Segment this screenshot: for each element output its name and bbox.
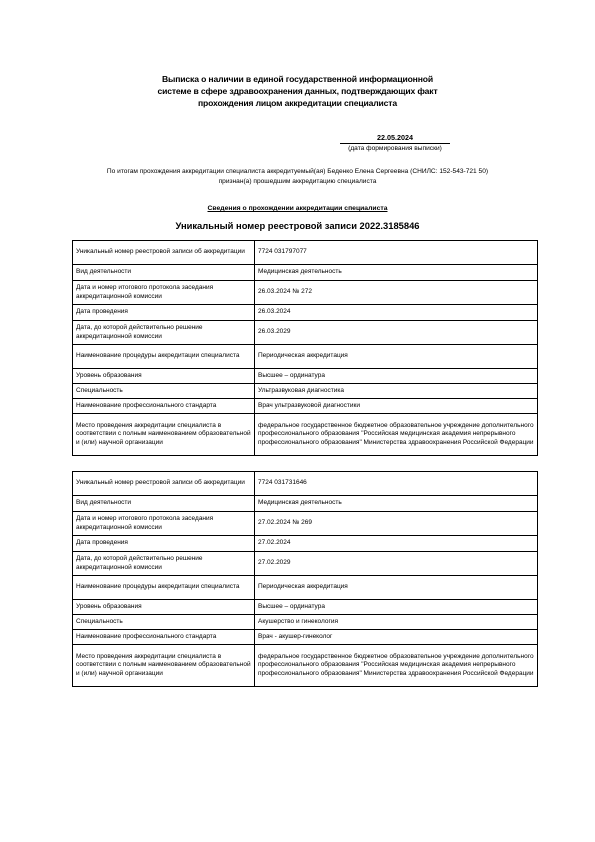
row-value: 26.03.2024 № 272	[255, 281, 538, 305]
row-value: 26.03.2024	[255, 305, 538, 321]
row-value: Периодическая аккредитация	[255, 576, 538, 600]
table-row	[73, 281, 538, 305]
row-label: Уникальный номер реестровой записи об аккредитации	[73, 472, 255, 496]
row-value: Высшее – ординатура	[255, 369, 538, 384]
document-title-line: системе в сфере здравоохранения данных, подтверждающих факт	[157, 86, 438, 96]
table-row	[73, 241, 538, 265]
row-value: 27.02.2029	[255, 552, 538, 576]
document-title-line: прохождения лицом аккредитации специалиста	[198, 98, 397, 108]
table-row	[73, 345, 538, 369]
row-label: Наименование профессионального стандарта	[73, 630, 255, 645]
table-row	[73, 645, 538, 687]
section-heading: Сведения о прохождении аккредитации специалиста	[207, 205, 388, 212]
row-label: Дата и номер итогового протокола заседания аккредитационной комиссии	[73, 512, 255, 536]
row-label: Уровень образования	[73, 369, 255, 384]
table-row	[73, 399, 538, 414]
extract-date-caption: (дата формирования выписки)	[348, 145, 442, 152]
table-row	[73, 321, 538, 345]
row-value: Врач ультразвуковой диагностики	[255, 399, 538, 414]
table-row	[73, 265, 538, 281]
table-row	[73, 512, 538, 536]
table-row	[73, 496, 538, 512]
row-value: Медицинская деятельность	[255, 496, 538, 512]
row-label: Наименование профессионального стандарта	[73, 399, 255, 414]
row-label: Место проведения аккредитации специалиста в соответствии с полным наименованием образовательной и (или) научной организации	[73, 414, 255, 456]
registry-number-heading: Уникальный номер реестровой записи 2022.3185846	[175, 220, 420, 231]
row-value: 27.02.2024 № 269	[255, 512, 538, 536]
table-row	[73, 615, 538, 630]
row-value: 26.03.2029	[255, 321, 538, 345]
extract-date-block	[340, 133, 450, 152]
row-value: Периодическая аккредитация	[255, 345, 538, 369]
table-row	[73, 600, 538, 615]
row-label: Дата проведения	[73, 536, 255, 552]
document-title-line: Выписка о наличии в единой государственной информационной	[162, 74, 433, 84]
document-title	[60, 73, 535, 109]
row-value: Врач - акушер-гинеколог	[255, 630, 538, 645]
row-label: Дата проведения	[73, 305, 255, 321]
row-value: 7724 031731646	[255, 472, 538, 496]
table-row	[73, 414, 538, 456]
row-value: Акушерство и гинекология	[255, 615, 538, 630]
table-row	[73, 536, 538, 552]
row-value: 27.02.2024	[255, 536, 538, 552]
table-row	[73, 369, 538, 384]
accreditation-record-table	[72, 240, 538, 456]
table-row	[73, 576, 538, 600]
row-value: Высшее – ординатура	[255, 600, 538, 615]
extract-date: 22.05.2024	[340, 133, 450, 144]
row-value: Медицинская деятельность	[255, 265, 538, 281]
intro-line: признан(а) прошедшим аккредитацию специалиста	[218, 177, 377, 185]
row-label: Вид деятельности	[73, 265, 255, 281]
row-label: Дата и номер итогового протокола заседания аккредитационной комиссии	[73, 281, 255, 305]
intro-paragraph	[40, 167, 555, 186]
row-label: Вид деятельности	[73, 496, 255, 512]
row-value: федеральное государственное бюджетное образовательное учреждение дополнительного профессионального образования "Российская медицинская академия непрерывного профессионального образования" Министерства здравоохранения Российской Федерации	[255, 645, 538, 687]
row-label: Наименование процедуры аккредитации специалиста	[73, 576, 255, 600]
accreditation-record-table	[72, 471, 538, 687]
table-row	[73, 384, 538, 399]
table-row	[73, 552, 538, 576]
row-label: Уникальный номер реестровой записи об аккредитации	[73, 241, 255, 265]
table-row	[73, 305, 538, 321]
table-row	[73, 472, 538, 496]
row-value: 7724 031797077	[255, 241, 538, 265]
row-label: Специальность	[73, 384, 255, 399]
row-label: Дата, до которой действительно решение аккредитационной комиссии	[73, 552, 255, 576]
row-value: федеральное государственное бюджетное образовательное учреждение дополнительного профессионального образования "Российская медицинская академия непрерывного профессионального образования" Министерства здравоохранения Российской Федерации	[255, 414, 538, 456]
row-label: Дата, до которой действительно решение аккредитационной комиссии	[73, 321, 255, 345]
table-row	[73, 630, 538, 645]
intro-line: По итогам прохождения аккредитации специалиста аккредитуемый(ая) Беденко Елена Сергеевна (СНИЛС: 152-543-721 50)	[106, 168, 489, 175]
row-value: Ультразвуковая диагностика	[255, 384, 538, 399]
row-label: Наименование процедуры аккредитации специалиста	[73, 345, 255, 369]
row-label: Уровень образования	[73, 600, 255, 615]
row-label: Место проведения аккредитации специалиста в соответствии с полным наименованием образовательной и (или) научной организации	[73, 645, 255, 687]
row-label: Специальность	[73, 615, 255, 630]
